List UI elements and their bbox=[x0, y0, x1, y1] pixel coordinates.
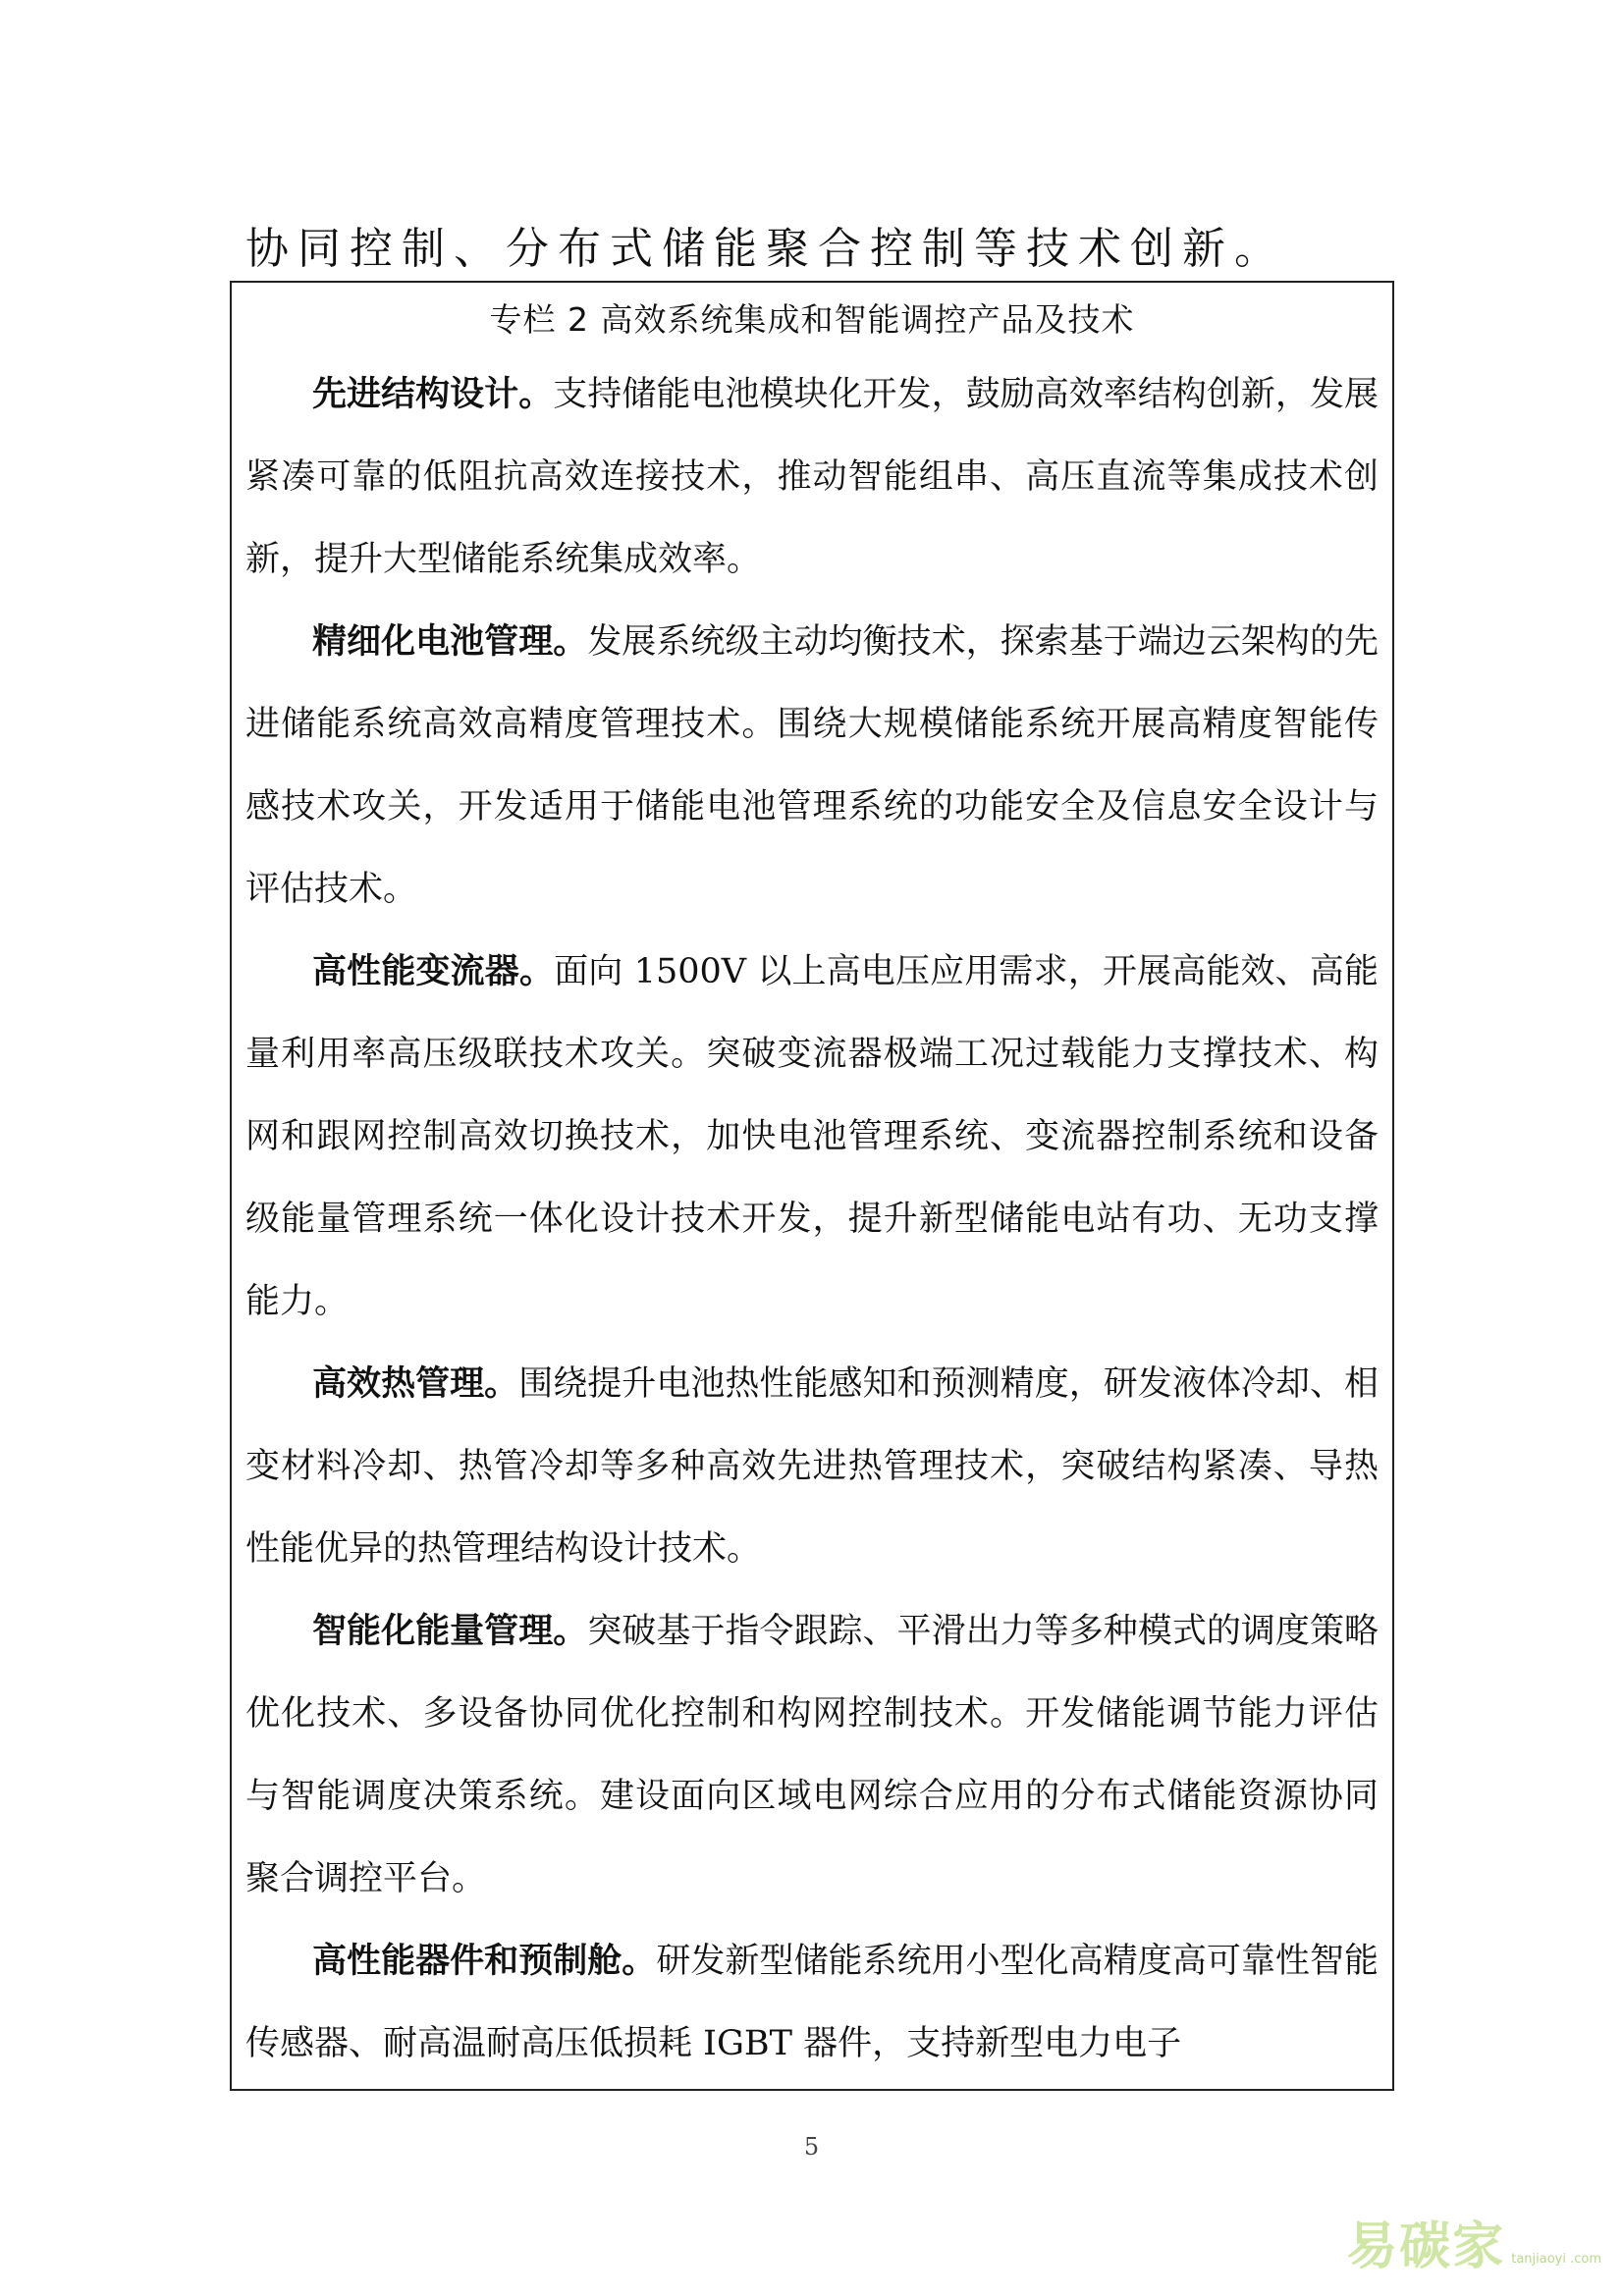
paragraph-thermal-management bbox=[245, 1343, 1379, 1590]
paragraph-text: 围绕提升电池热性能感知和预测精度，研发液体冷却、相变材料冷却、热管冷却等多种高效先进热管理技术，突破结构紧凑、导热性能优异的热管理结构设计技术。 bbox=[245, 1364, 1379, 1569]
paragraph-lead: 精细化电池管理。 bbox=[312, 622, 588, 662]
paragraph-text: 发展系统级主动均衡技术，探索基于端边云架构的先进储能系统高效高精度管理技术。围绕大规模储能系统开展高精度智能传感技术攻关，开发适用于储能电池管理系统的功能安全及信息安全设计与评估技术。 bbox=[245, 622, 1379, 909]
paragraph-battery-management bbox=[245, 601, 1379, 931]
paragraph-lead: 高性能变流器。 bbox=[312, 952, 555, 991]
intro-line: 协同控制、分布式储能聚合控制等技术创新。 bbox=[245, 224, 1286, 274]
column-title: 专栏 2 高效系统集成和智能调控产品及技术 bbox=[489, 300, 1135, 339]
paragraph-energy-management bbox=[245, 1590, 1379, 1920]
paragraph-lead: 高效热管理。 bbox=[312, 1364, 519, 1404]
watermark bbox=[1346, 2205, 1601, 2278]
page-number: 5 bbox=[803, 2133, 820, 2161]
paragraph-structure-design bbox=[245, 353, 1379, 601]
paragraph-text: 支持储能电池模块化开发，鼓励高效率结构创新，发展紧凑可靠的低阻抗高效连接技术，推动智能组串、高压直流等集成技术创新，提升大型储能系统集成效率。 bbox=[245, 375, 1379, 579]
paragraph-text: 面向 1500V 以上高电压应用需求，开展高能效、高能量利用率高压级联技术攻关。突破变流器极端工况过载能力支撑技术、构网和跟网控制高效切换技术，加快电池管理系统、变流器控制系统和设备级能量管理系统一体化设计技术开发，提升新型储能电站有功、无功支撑能力。 bbox=[245, 952, 1379, 1321]
paragraph-text: 突破基于指令跟踪、平滑出力等多种模式的调度策略优化技术、多设备协同优化控制和构网控制技术。开发储能调节能力评估与智能调度决策系统。建设面向区域电网综合应用的分布式储能资源协同聚合调控平台。 bbox=[245, 1612, 1379, 1898]
paragraph-text: 研发新型储能系统用小型化高精度高可靠性智能传感器、耐高温耐高压低损耗 IGBT 器件，支持新型电力电子 bbox=[245, 1942, 1379, 2063]
paragraph-lead: 智能化能量管理。 bbox=[312, 1612, 588, 1651]
paragraph-lead: 高性能器件和预制舱。 bbox=[312, 1942, 657, 1981]
column-box bbox=[230, 281, 1394, 2091]
watermark-url: tanjiaoyi .com bbox=[1511, 2251, 1601, 2267]
paragraph-converter bbox=[245, 931, 1379, 1343]
paragraph-devices-cabin bbox=[245, 1920, 1379, 2085]
paragraph-lead: 先进结构设计。 bbox=[312, 375, 554, 414]
watermark-logo: 易碳家 bbox=[1346, 2217, 1506, 2276]
